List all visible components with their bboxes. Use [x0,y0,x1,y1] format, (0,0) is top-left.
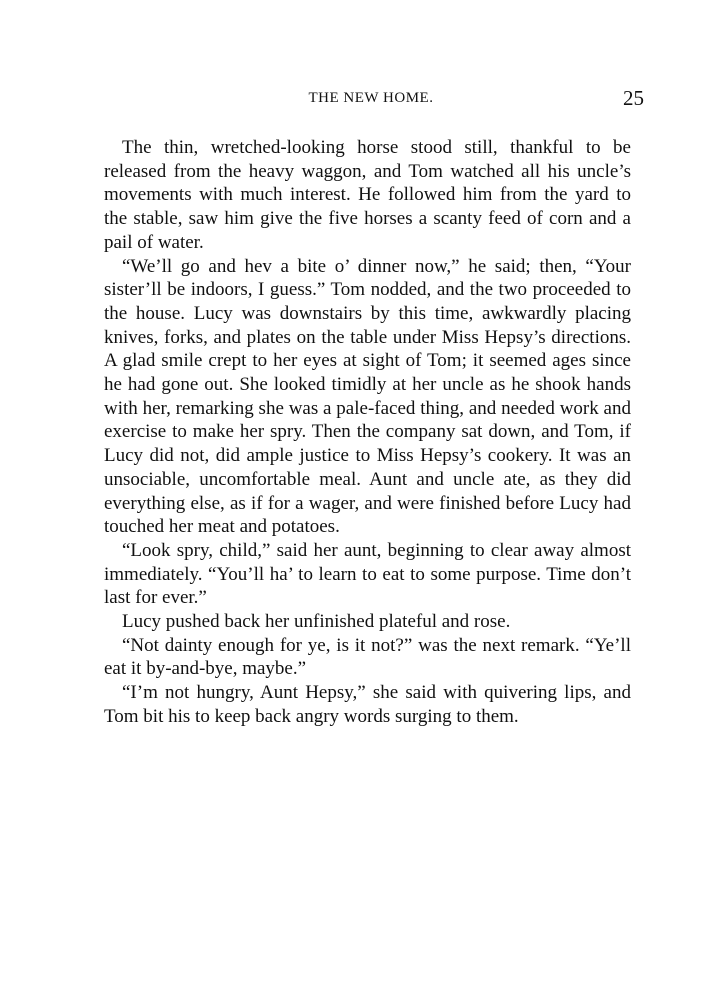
running-head [96,86,646,116]
page-number: 25 [623,86,644,110]
body-text [104,136,631,729]
paragraph: The thin, wretched-looking horse stood still, thankful to be released from the heavy waggon, and Tom watched all his uncle’s movements with much interest. He followed him from the yard to the stable, saw him give the five horses a scanty feed of corn and a pail of water. [104,137,631,253]
paragraph: “Look spry, child,” said her aunt, beginning to clear away almost immediately. “You’ll ha’ to learn to eat to some purpose. Time don’t last for ever.” [104,539,631,609]
running-title: THE NEW HOME. [308,90,434,106]
paragraph: “Not dainty enough for ye, is it not?” was the next remark. “Ye’ll eat it by-and-bye, maybe.” [104,634,631,680]
paragraph: “I’m not hungry, Aunt Hepsy,” she said with quivering lips, and Tom bit his to keep back angry words surging to them. [104,682,631,727]
paragraph: Lucy pushed back her unfinished plateful and rose. [122,611,511,633]
paragraph: “We’ll go and hev a bite o’ dinner now,” he said; then, “Your sister’ll be indoors, I guess.” Tom nodded, and the two proceeded to the house. Lucy was downstairs by this time, awkwardly placing knives, forks, and plates on the table under Miss Hepsy’s directions. A glad smile crept to her eyes at sight of Tom; it seemed ages since he had gone out. She looked timidly at her uncle as he shook hands with her, remarking she was a pale-faced thing, and needed work and exercise to make her spry. Then the company sat down, and Tom, if Lucy did not, did ample justice to Miss Hepsy’s cookery. It was an unsociable, uncomfortable meal. Aunt and uncle ate, as they did everything else, as if for a wager, and were finished before Lucy had touched her meat and potatoes. [104,255,631,538]
